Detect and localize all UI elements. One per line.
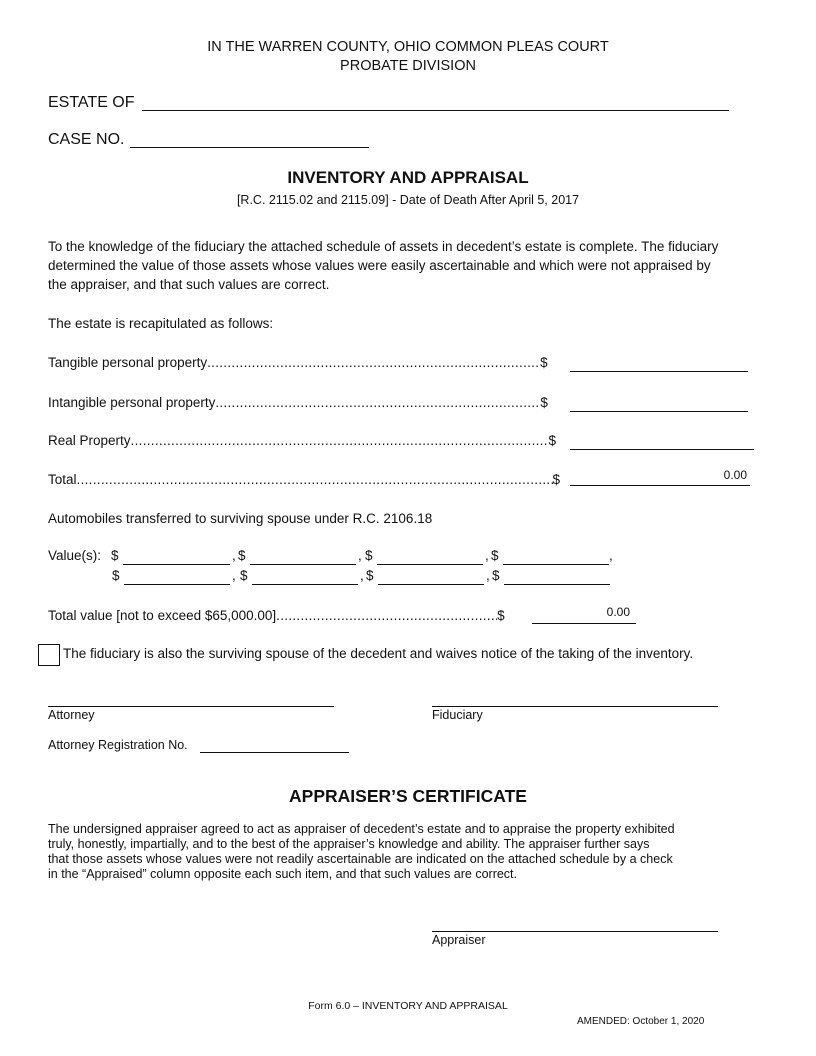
dollar-sign: $ — [548, 433, 557, 448]
division-name: PROBATE DIVISION — [340, 58, 476, 74]
dollar-sign: $ — [366, 568, 374, 583]
separator: , — [358, 548, 362, 563]
case-number-field[interactable] — [130, 129, 369, 148]
leader-dots — [215, 395, 540, 410]
certificate-line-3: that those assets whose values were not readily ascertainable are indicated on the attached schedule by a check — [48, 852, 673, 866]
dollar-sign: $ — [365, 548, 373, 563]
certificate-line-2: truly, honestly, impartially, and to the best of the appraiser’s knowledge and ability. The appraiser further says — [48, 837, 650, 851]
dollar-sign: $ — [540, 395, 548, 410]
dollar-sign: $ — [238, 548, 246, 563]
auto-value-field-3[interactable] — [377, 546, 483, 565]
appraiser-signature-line[interactable] — [432, 931, 718, 932]
auto-value-field-1[interactable] — [123, 546, 230, 565]
separator: , — [486, 568, 490, 583]
separator: , — [360, 568, 364, 583]
total-row — [48, 472, 560, 487]
court-name: IN THE WARREN COUNTY, OHIO COMMON PLEAS COURT — [207, 39, 609, 55]
dollar-sign: $ — [111, 548, 119, 563]
page-title: INVENTORY AND APPRAISAL — [287, 168, 529, 187]
dollar-sign: $ — [240, 568, 248, 583]
intangible-value-field[interactable] — [570, 393, 748, 412]
values-label: Value(s): — [48, 548, 102, 563]
intangible-row — [48, 395, 548, 410]
total-auto-value: 0.00 — [606, 605, 630, 619]
auto-value-field-6[interactable] — [252, 566, 358, 585]
leader-dots — [276, 608, 497, 623]
certificate-title: APPRAISER’S CERTIFICATE — [289, 786, 527, 806]
certificate-line-4: in the “Appraised” column opposite each such item, and that such values are correct. — [48, 867, 518, 881]
intro-line-1: To the knowledge of the fiduciary the attached schedule of assets in decedent’s estate is complete. The fiduciary — [48, 239, 719, 254]
tangible-row — [48, 355, 548, 370]
auto-value-field-8[interactable] — [504, 566, 610, 585]
real-property-label: Real Property — [48, 433, 131, 448]
dollar-sign: $ — [492, 568, 500, 583]
intro-line-2: determined the value of those assets whose values were easily ascertainable and which were not appraised by — [48, 258, 711, 273]
real-property-row — [48, 433, 556, 448]
auto-value-field-2[interactable] — [250, 546, 356, 565]
tangible-label: Tangible personal property — [48, 355, 208, 370]
dollar-sign: $ — [540, 355, 548, 370]
leader-dots — [131, 433, 549, 448]
leader-dots — [207, 355, 540, 370]
attorney-reg-label: Attorney Registration No. — [48, 738, 188, 752]
footer-form: Form 6.0 – INVENTORY AND APPRAISAL — [308, 1000, 508, 1012]
certificate-line-1: The undersigned appraiser agreed to act as appraiser of decedent’s estate and to appraise the property exhibited — [48, 822, 675, 836]
spouse-statement: The fiduciary is also the surviving spouse of the decedent and waives notice of the taking of the inventory. — [63, 646, 694, 661]
attorney-signature-line[interactable] — [48, 706, 334, 707]
fiduciary-label: Fiduciary — [432, 708, 483, 722]
tangible-value-field[interactable] — [570, 353, 748, 372]
auto-value-field-7[interactable] — [378, 566, 484, 585]
attorney-reg-field[interactable] — [200, 734, 349, 753]
estate-name-field[interactable] — [142, 92, 729, 111]
total-auto-value-field[interactable] — [532, 605, 636, 624]
dollar-sign: $ — [112, 568, 120, 583]
case-label: CASE NO. — [48, 131, 125, 148]
auto-value-field-4[interactable] — [503, 546, 609, 565]
surviving-spouse-checkbox[interactable] — [38, 644, 60, 666]
fiduciary-signature-line[interactable] — [432, 706, 718, 707]
auto-value-field-5[interactable] — [124, 566, 230, 585]
intro-line-3: the appraiser, and that such values are correct. — [48, 277, 330, 292]
dollar-sign: $ — [552, 472, 561, 487]
intangible-label: Intangible personal property — [48, 395, 216, 410]
footer-amended: AMENDED: October 1, 2020 — [577, 1016, 705, 1027]
dollar-sign: $ — [491, 548, 499, 563]
separator: , — [485, 548, 489, 563]
total-value-field[interactable] — [570, 467, 750, 486]
attorney-label: Attorney — [48, 708, 95, 722]
separator: , — [232, 548, 236, 563]
separator: , — [232, 568, 236, 583]
total-label: Total — [48, 472, 77, 487]
dollar-sign: $ — [497, 608, 505, 623]
estate-label: ESTATE OF — [48, 94, 135, 111]
autos-heading: Automobiles transferred to surviving spouse under R.C. 2106.18 — [48, 511, 433, 526]
total-value: 0.00 — [723, 468, 747, 482]
total-value-label: Total value [not to exceed $65,000.00] — [48, 608, 277, 623]
total-value-row — [48, 608, 505, 623]
page-subtitle: [R.C. 2115.02 and 2115.09] - Date of Death After April 5, 2017 — [236, 193, 580, 207]
separator: , — [609, 548, 613, 563]
real-property-value-field[interactable] — [570, 431, 754, 450]
recap-intro: The estate is recapitulated as follows: — [48, 316, 274, 331]
appraiser-label: Appraiser — [432, 933, 486, 947]
leader-dots — [77, 472, 553, 487]
